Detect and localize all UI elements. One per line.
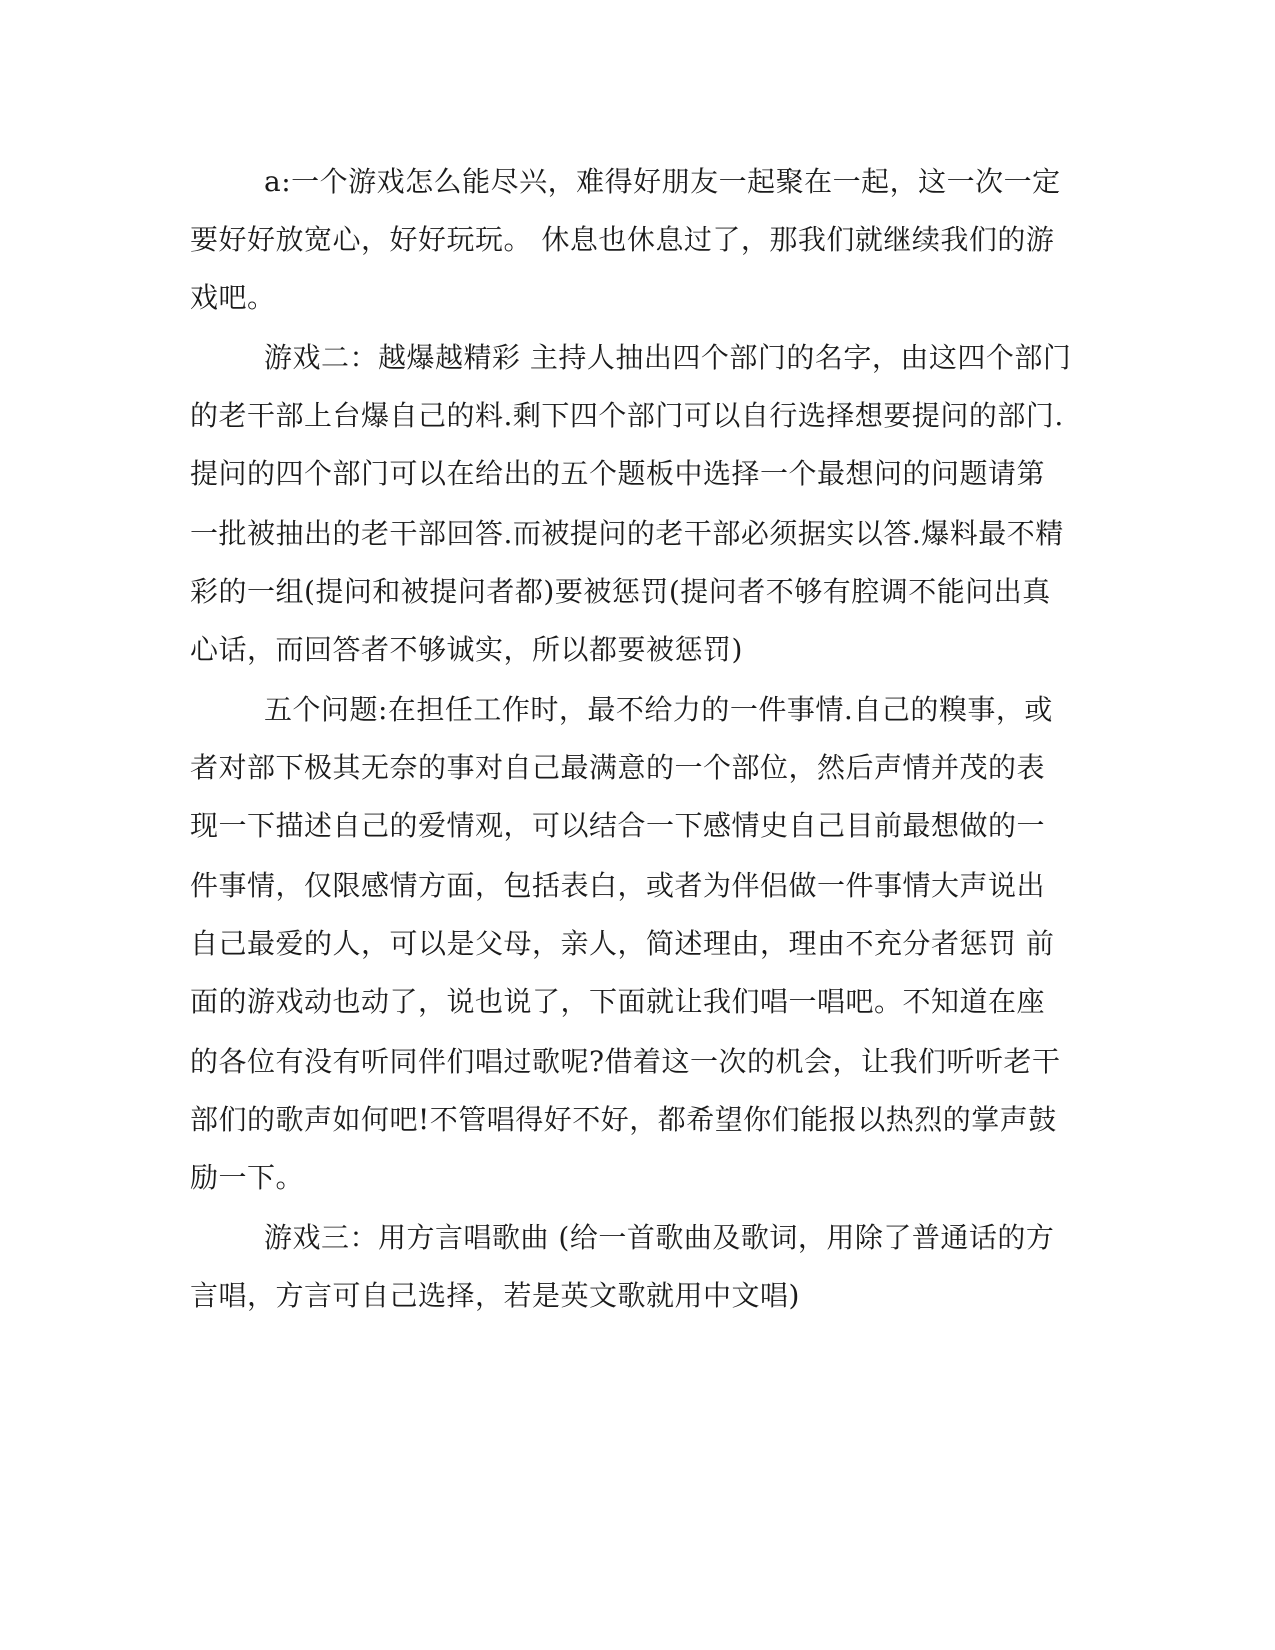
- paragraph-4-line-2: 言唱，方言可自己选择，若是英文歌就用中文唱): [190, 1279, 800, 1312]
- paragraph-3-line-5: 自己最爱的人，可以是父母，亲人，简述理由，理由不充分者惩罚 前: [190, 927, 1055, 960]
- paragraph-2-line-6: 心话，而回答者不够诚实，所以都要被惩罚): [190, 633, 743, 666]
- paragraph-2-line-2: 的老干部上台爆自己的料.剩下四个部门可以自行选择想要提问的部门.: [190, 399, 1064, 432]
- paragraph-3-line-3: 现一下描述自己的爱情观，可以结合一下感情史自己目前最想做的一: [190, 809, 1046, 842]
- paragraph-1-line-2: 要好好放宽心，好好玩玩。 休息也休息过了，那我们就继续我们的游: [190, 223, 1055, 256]
- paragraph-3-line-7: 的各位有没有听同伴们唱过歌呢?借着这一次的机会，让我们听听老干: [190, 1045, 1061, 1078]
- paragraph-1-line-1: a:一个游戏怎么能尽兴，难得好朋友一起聚在一起，这一次一定: [264, 165, 1061, 198]
- paragraph-2-line-5: 彩的一组(提问和被提问者都)要被惩罚(提问者不够有腔调不能问出真: [190, 575, 1051, 608]
- paragraph-3-line-1: 五个问题:在担任工作时，最不给力的一件事情.自己的糗事，或: [264, 693, 1053, 726]
- paragraph-2-line-3: 提问的四个部门可以在给出的五个题板中选择一个最想问的问题请第: [190, 457, 1046, 490]
- paragraph-3-line-2: 者对部下极其无奈的事对自己最满意的一个部位，然后声情并茂的表: [190, 751, 1046, 784]
- paragraph-3-line-6: 面的游戏动也动了，说也说了，下面就让我们唱一唱吧。不知道在座: [190, 985, 1046, 1018]
- paragraph-3-line-9: 励一下。: [190, 1161, 305, 1194]
- paragraph-1-line-3: 戏吧。: [190, 281, 276, 314]
- paragraph-2-line-1: 游戏二：越爆越精彩 主持人抽出四个部门的名字，由这四个部门: [264, 341, 1072, 374]
- paragraph-2-line-4: 一批被抽出的老干部回答.而被提问的老干部必须据实以答.爆料最不精: [190, 517, 1064, 550]
- paragraph-3-line-4: 件事情，仅限感情方面，包括表白，或者为伴侣做一件事情大声说出: [190, 869, 1046, 902]
- paragraph-3-line-8: 部们的歌声如何吧!不管唱得好不好，都希望你们能报以热烈的掌声鼓: [190, 1103, 1057, 1136]
- paragraph-4-line-1: 游戏三：用方言唱歌曲 (给一首歌曲及歌词，用除了普通话的方: [264, 1221, 1055, 1254]
